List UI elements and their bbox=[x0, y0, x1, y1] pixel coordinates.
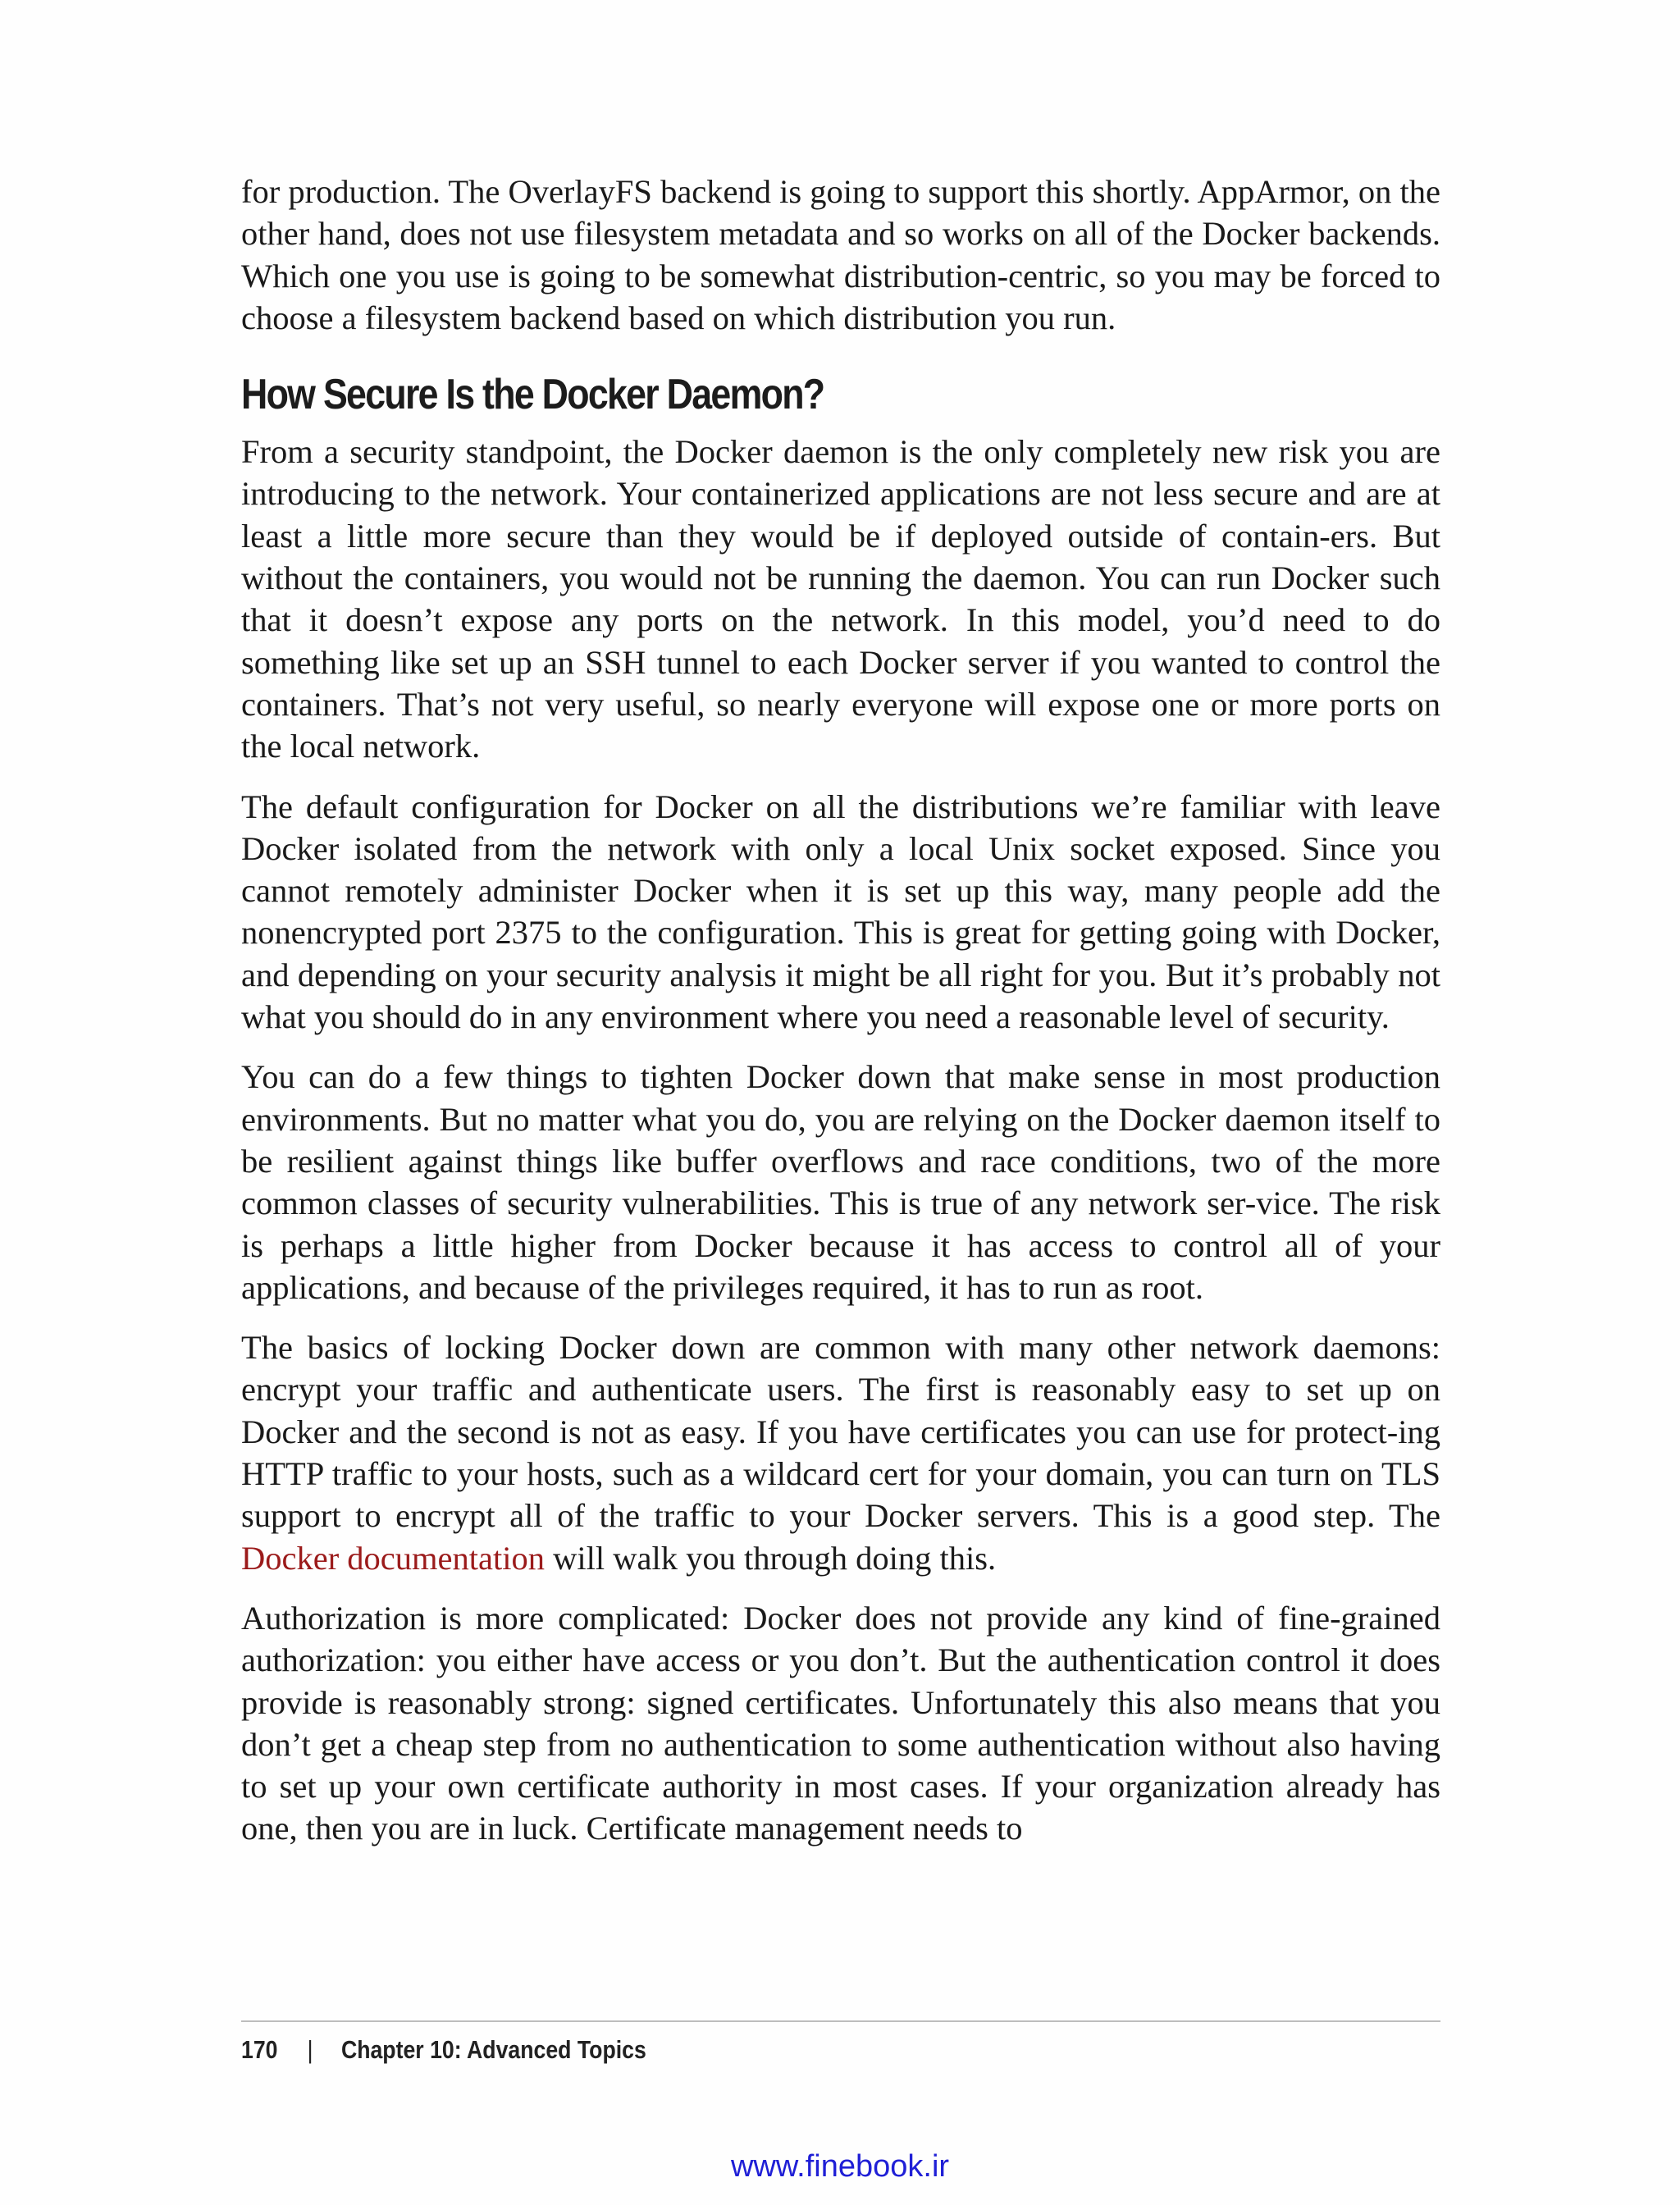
intro-paragraph: for production. The OverlayFS backend is going to support this shortly. AppArmor, on the other hand, does not use filesystem metadata and so works on all of the Docker backends. Which one you use is going to be somewhat distribution-centric, so you may be forced to choose a filesystem backend based on which distribution you run. bbox=[241, 173, 1440, 336]
body-paragraph-5: Authorization is more complicated: Docker does not provide any kind of fine-grained authorization: you either have access or you don’t. But the authentication control it does provide is reasonably strong: signed certificates. Unfortunately this also means that you don’t get a cheap step from no authentication to some authentication without also having to set up your own certificate authority in most cases. If your organization already has one, then you are in luck. Certificate management needs to bbox=[241, 1599, 1440, 1847]
footer-divider bbox=[241, 2020, 1440, 2022]
watermark-url: www.finebook.ir bbox=[730, 2149, 950, 2184]
body-paragraph-3: You can do a few things to tighten Docker down that make sense in most production environments. But no matter what you do, you are relying on the Docker daemon itself to be resilient against things like buffer overflows and race conditions, two of the more common classes of security vulnerabilities. This is true of any network ser-vice. The risk is perhaps a little higher from Docker because it has access to control all of your applications, and because of the privileges required, it has to run as root. bbox=[241, 1058, 1440, 1306]
paragraph-4-text-after: will walk you through doing this. bbox=[545, 1539, 997, 1577]
footer-separator: | bbox=[307, 2035, 313, 2064]
body-paragraph-1: From a security standpoint, the Docker daemon is the only completely new risk you are introducing to the network. Your containerized applications are not less secure and are at least a little more secure than they would be if deployed outside of contain-ers. But without the containers, you would not be running the daemon. You can run Docker such that it doesn’t expose any ports on the network. In this model, you’d need to do something like set up an SSH tunnel to each Docker server if you wanted to control the containers. That’s not very useful, so nearly everyone will expose one or more ports on the local network. bbox=[241, 433, 1440, 765]
chapter-title: Chapter 10: Advanced Topics bbox=[340, 2035, 646, 2064]
body-paragraph-2: The default configuration for Docker on all the distributions we’re familiar with leave Docker isolated from the network with only a local Unix socket exposed. Since you cannot remotely administer Docker when it is set up this way, many people add the nonencrypted port 2375 to the configuration. This is great for getting going with Docker, and depending on your security analysis it might be all right for you. But it’s probably not what you should do in any environment where you need a reasonable level of security. bbox=[241, 788, 1440, 1036]
docker-documentation-link[interactable]: Docker documentation bbox=[241, 1539, 545, 1577]
page-content bbox=[241, 171, 1440, 1868]
body-paragraph-4 bbox=[241, 1326, 1440, 1579]
section-heading: How Secure Is the Docker Daemon? bbox=[241, 371, 824, 419]
page-footer bbox=[241, 2034, 646, 2066]
page-number: 170 bbox=[241, 2035, 278, 2064]
paragraph-4-text-before: The basics of locking Docker down are common with many other network daemons: encrypt your traffic and authenticate users. The first is reasonably easy to set up on Docker and the second is not as easy. If you have certificates you can use for protect-ing HTTP traffic to your hosts, such as a wildcard cert for your domain, you can turn on TLS support to encrypt all of the traffic to your Docker servers. This is a good step. The bbox=[241, 1329, 1440, 1535]
